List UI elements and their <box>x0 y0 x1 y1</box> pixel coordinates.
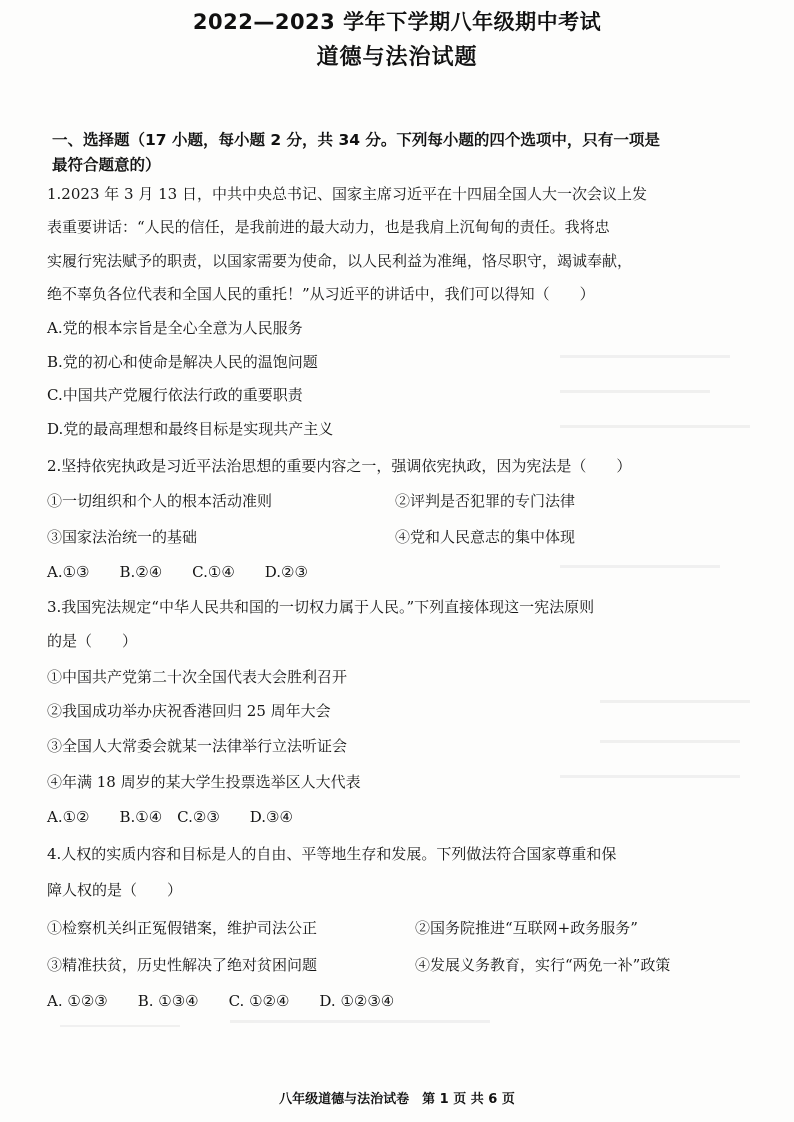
q1-stem-line3: 实履行宪法赋予的职责，以国家需要为使命，以人民利益为准绳，恪尽职守，竭诚奉献， <box>47 252 633 270</box>
bleed-mark <box>560 775 740 778</box>
q1-option-d: D.党的最高理想和最终目标是实现共产主义 <box>47 420 334 438</box>
q3-stem-line2: 的是（ ） <box>47 632 138 650</box>
q4-stem-line2: 障人权的是（ ） <box>47 881 183 899</box>
q2-item-4: ④党和人民意志的集中体现 <box>395 528 576 546</box>
q3-stem-line1: 3.我国宪法规定“中华人民共和国的一切权力属于人民。”下列直接体现这一宪法原则 <box>47 598 595 616</box>
q4-stem-line1: 4.人权的实质内容和目标是人的自由、平等地生存和发展。下列做法符合国家尊重和保 <box>47 845 617 863</box>
bleed-mark <box>560 425 750 428</box>
bleed-mark <box>60 1025 180 1027</box>
exam-title: 2022—2023 学年下学期八年级期中考试 <box>192 10 602 34</box>
bleed-mark <box>560 355 730 358</box>
bleed-mark <box>600 700 750 703</box>
page-footer: 八年级道德与法治试卷 第 1 页 共 6 页 <box>279 1092 515 1107</box>
q2-stem: 2.坚持依宪执政是习近平法治思想的重要内容之一，强调依宪执政，因为宪法是（ ） <box>47 457 632 475</box>
bleed-mark <box>560 390 710 393</box>
q3-item-1: ①中国共产党第二十次全国代表大会胜利召开 <box>47 668 348 686</box>
q1-stem-line1: 1.2023 年 3 月 13 日，中共中央总书记、国家主席习近平在十四届全国人大一次会议上发 <box>47 185 647 203</box>
q1-stem-line2: 表重要讲话：“人民的信任，是我前进的最大动力，也是我肩上沉甸甸的责任。我将忠 <box>47 218 610 236</box>
q3-item-4: ④年满 18 周岁的某大学生投票选举区人大代表 <box>47 773 361 791</box>
q4-item-2: ②国务院推进“互联网+政务服务” <box>415 919 638 937</box>
q2-item-2: ②评判是否犯罪的专门法律 <box>395 492 576 510</box>
bleed-mark <box>600 740 740 743</box>
q1-option-a: A.党的根本宗旨是全心全意为人民服务 <box>47 319 303 337</box>
q4-item-1: ①检察机关纠正冤假错案，维护司法公正 <box>47 919 318 937</box>
q4-item-4: ④发展义务教育，实行“两免一补”政策 <box>415 956 671 974</box>
q1-stem-line4: 绝不辜负各位代表和全国人民的重托！”从习近平的讲话中，我们可以得知（ ） <box>47 285 595 303</box>
q3-item-2: ②我国成功举办庆祝香港回归 25 周年大会 <box>47 702 331 720</box>
q1-option-c: C.中国共产党履行依法行政的重要职责 <box>47 386 303 404</box>
q4-answer-choices: A. ①②③ B. ①③④ C. ①②④ D. ①②③④ <box>47 992 395 1010</box>
q3-answer-choices: A.①② B.①④ C.②③ D.③④ <box>47 808 293 826</box>
q1-option-b: B.党的初心和使命是解决人民的温饱问题 <box>47 353 318 371</box>
bleed-mark <box>230 1020 490 1023</box>
q3-item-3: ③全国人大常委会就某一法律举行立法听证会 <box>47 737 348 755</box>
q2-item-3: ③国家法治统一的基础 <box>47 528 198 546</box>
q4-item-3: ③精准扶贫，历史性解决了绝对贫困问题 <box>47 956 318 974</box>
section-heading-line1: 一、选择题（17 小题，每小题 2 分，共 34 分。下列每小题的四个选项中，只有一项是 <box>52 131 660 149</box>
q2-answer-choices: A.①③ B.②④ C.①④ D.②③ <box>47 563 308 581</box>
exam-subject: 道德与法治试题 <box>316 45 478 70</box>
bleed-mark <box>560 565 720 568</box>
section-heading-line2: 最符合题意的） <box>52 156 161 174</box>
q2-item-1: ①一切组织和个人的根本活动准则 <box>47 492 273 510</box>
